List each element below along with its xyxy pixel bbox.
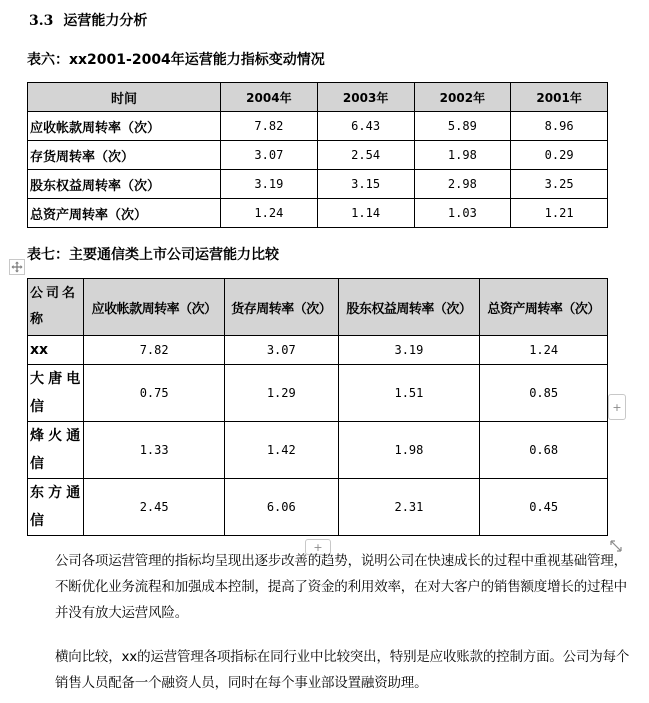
table-cell: 0.75: [84, 365, 225, 422]
table2-caption: 表七：主要通信类上市公司运营能力比较: [27, 247, 279, 263]
table-cell: 1.51: [338, 365, 480, 422]
peer-comparison-table: [27, 278, 608, 536]
table-row: [28, 365, 608, 422]
table-cell: 1.03: [414, 199, 511, 228]
table-cell: 2.31: [338, 479, 480, 536]
table-cell: 1.14: [317, 199, 414, 228]
table-row: [28, 336, 608, 365]
add-column-button[interactable]: [608, 394, 626, 420]
plus-icon: +: [612, 400, 622, 414]
four-way-arrow-icon[interactable]: [9, 259, 25, 275]
table-cell: 3.19: [221, 170, 318, 199]
table-cell: 0.29: [511, 141, 608, 170]
table-cell: 1.24: [221, 199, 318, 228]
table-cell: 1.42: [225, 422, 339, 479]
table-cell: 5.89: [414, 112, 511, 141]
table-row: [28, 199, 608, 228]
row-label: 总资产周转率（次）: [28, 199, 221, 228]
header-cell-metric: 股东权益周转率（次）: [338, 279, 480, 336]
table-cell: 1.33: [84, 422, 225, 479]
header-cell-metric: 应收帐款周转率（次）: [84, 279, 225, 336]
header-cell-year: 2002年: [414, 83, 511, 112]
table-header-row: [28, 83, 608, 112]
table-cell: 3.25: [511, 170, 608, 199]
header-cell-company: 公司名称: [28, 279, 84, 336]
table-cell: 8.96: [511, 112, 608, 141]
row-label: 股东权益周转率（次）: [28, 170, 221, 199]
table-cell: 0.45: [480, 479, 608, 536]
comparison-paragraph: 横向比较，xx的运营管理各项指标在同行业中比较突出，特别是应收账款的控制方面。公司为每个销售人员配备一个融资人员，同时在每个事业部设置融资助理。: [55, 649, 630, 691]
table1-caption: 表六：xx2001-2004年运营能力指标变动情况: [27, 52, 325, 68]
table-cell: 2.45: [84, 479, 225, 536]
table-row: [28, 141, 608, 170]
section-number: 3.3: [29, 13, 54, 29]
header-cell-metric: 货存周转率（次）: [225, 279, 339, 336]
table-row: [28, 479, 608, 536]
table-cell: 0.85: [480, 365, 608, 422]
section-title: 运营能力分析: [63, 13, 148, 29]
company-name: 大唐电信: [28, 365, 84, 422]
plus-icon: +: [313, 540, 323, 554]
section-heading: [29, 10, 147, 30]
table-cell: 1.98: [338, 422, 480, 479]
table-cell: 2.98: [414, 170, 511, 199]
header-cell-time: 时间: [28, 83, 221, 112]
header-cell-metric: 总资产周转率（次）: [480, 279, 608, 336]
header-cell-year: 2003年: [317, 83, 414, 112]
table-cell: 3.15: [317, 170, 414, 199]
table-cell: 2.54: [317, 141, 414, 170]
table-cell: 6.06: [225, 479, 339, 536]
table-cell: 3.07: [221, 141, 318, 170]
table-cell: 1.98: [414, 141, 511, 170]
table-cell: 1.29: [225, 365, 339, 422]
table-cell: 0.68: [480, 422, 608, 479]
company-name: 烽火通信: [28, 422, 84, 479]
table-cell: 3.07: [225, 336, 339, 365]
table-cell: 3.19: [338, 336, 480, 365]
table-row: [28, 112, 608, 141]
header-cell-year: 2004年: [221, 83, 318, 112]
table-row: [28, 422, 608, 479]
row-label: 存货周转率（次）: [28, 141, 221, 170]
header-cell-year: 2001年: [511, 83, 608, 112]
table-cell: 1.24: [480, 336, 608, 365]
table-row: [28, 170, 608, 199]
company-name: 东方通信: [28, 479, 84, 536]
company-name: xx: [28, 336, 84, 365]
table-header-row: [28, 279, 608, 336]
table-cell: 6.43: [317, 112, 414, 141]
analysis-paragraph: 公司各项运营管理的指标均呈现出逐步改善的趋势，说明公司在快速成长的过程中重视基础管理，不断优化业务流程和加强成本控制，提高了资金的利用效率，在对大客户的销售额度增长的过程中并没有放大运营风险。: [55, 553, 627, 621]
table-cell: 7.82: [221, 112, 318, 141]
table-cell: 7.82: [84, 336, 225, 365]
operating-capacity-trend-table: [27, 82, 608, 228]
table-cell: 1.21: [511, 199, 608, 228]
row-label: 应收帐款周转率（次）: [28, 112, 221, 141]
